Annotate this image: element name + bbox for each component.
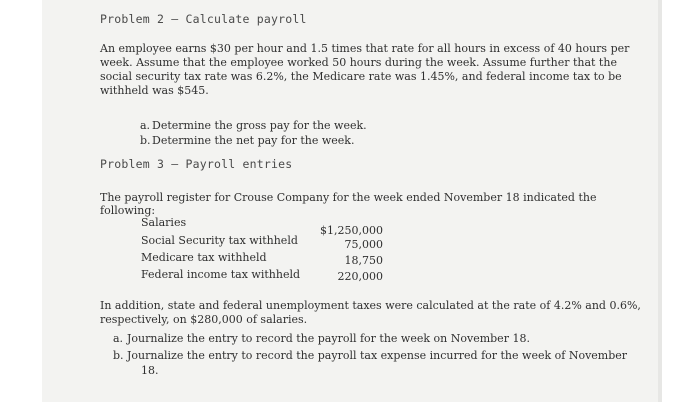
register-label-salaries: Salaries (141, 216, 187, 229)
problem3-addition-2: respectively, on $280,000 of salaries. (100, 313, 308, 326)
problem2-line-2: week. Assume that the employee worked 50 hours during the week. Assume further that the (100, 56, 617, 69)
problem2-task-b-marker: b. (140, 134, 151, 147)
problem3-task-b: Journalize the entry to record the payroll tax expense incurred for the week of November (127, 349, 628, 362)
page-edge (658, 0, 662, 402)
problem3-addition-1: In addition, state and federal unemployment taxes were calculated at the rate of 4.2% and 0.6%, (100, 299, 641, 312)
register-amount-salaries: $1,250,000 (320, 224, 383, 237)
register-label-medicare: Medicare tax withheld (141, 251, 267, 264)
register-label-federal-income: Federal income tax withheld (141, 268, 301, 281)
problem2-line-4: withheld was $545. (100, 84, 209, 97)
problem2-task-a-marker: a. (140, 119, 151, 132)
problem2-task-b: Determine the net pay for the week. (152, 134, 355, 147)
problem3-intro-1: The payroll register for Crouse Company for the week ended November 18 indicated the (100, 191, 597, 204)
problem3-task-b-marker: b. (113, 349, 124, 362)
problem2-line-3: social security tax rate was 6.2%, the Medicare rate was 1.45%, and federal income tax to be (100, 70, 622, 83)
problem3-title: Problem 3 – Payroll entries (100, 157, 293, 171)
problem3-task-a: Journalize the entry to record the payroll for the week on November 18. (127, 332, 530, 345)
register-amount-medicare: 18,750 (344, 254, 383, 267)
problem3-intro-2: following: (100, 204, 156, 217)
problem2-line-1: An employee earns $30 per hour and 1.5 times that rate for all hours in excess of 40 hours per (100, 42, 630, 55)
problem2-task-a: Determine the gross pay for the week. (152, 119, 367, 132)
register-amount-social-security: 75,000 (344, 238, 383, 251)
register-amount-federal-income: 220,000 (337, 270, 383, 283)
problem2-title: Problem 2 – Calculate payroll (100, 12, 307, 26)
problem3-task-a-marker: a. (113, 332, 124, 345)
register-label-social-security: Social Security tax withheld (141, 234, 298, 247)
problem3-task-b-continued: 18. (141, 364, 159, 377)
